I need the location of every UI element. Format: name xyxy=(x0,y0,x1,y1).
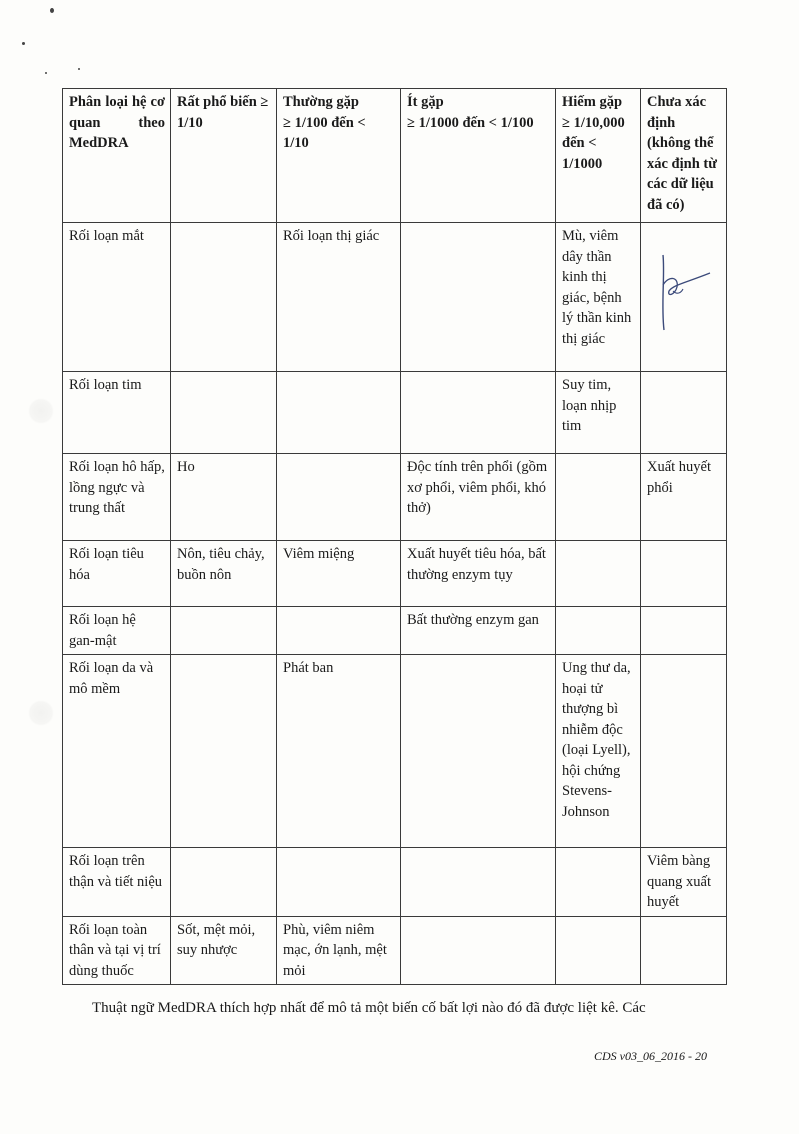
cell-uncommon xyxy=(401,372,556,454)
cell-unknown: Viêm bàng quang xuất huyết xyxy=(641,848,727,917)
cell-uncommon xyxy=(401,848,556,917)
header-unknown: Chưa xác định (không thể xác định từ các dữ liệu đã có) xyxy=(641,89,727,223)
cell-very-common xyxy=(171,848,277,917)
cell-uncommon xyxy=(401,916,556,985)
cell-uncommon: Độc tính trên phổi (gồm xơ phổi, viêm phổi, khó thở) xyxy=(401,454,556,541)
table-row xyxy=(63,372,727,454)
cell-uncommon: Xuất huyết tiêu hóa, bất thường enzym tụy xyxy=(401,541,556,607)
header-common: Thường gặp ≥ 1/100 đến < 1/10 xyxy=(277,89,401,223)
cell-rare xyxy=(556,541,641,607)
scan-speck xyxy=(45,72,47,74)
cell-rare: Ung thư da, hoại tử thượng bì nhiễm độc (loại Lyell), hội chứng Stevens-Johnson xyxy=(556,655,641,848)
table-row xyxy=(63,655,727,848)
signature-mark xyxy=(655,245,715,335)
table-row xyxy=(63,541,727,607)
cell-unknown: Xuất huyết phổi xyxy=(641,454,727,541)
cell-soc: Rối loạn tiêu hóa xyxy=(63,541,171,607)
cell-unknown xyxy=(641,607,727,655)
cell-common xyxy=(277,848,401,917)
cell-rare: Suy tim, loạn nhịp tim xyxy=(556,372,641,454)
cell-uncommon xyxy=(401,223,556,372)
table-header-row xyxy=(63,89,727,223)
cell-soc: Rối loạn da và mô mềm xyxy=(63,655,171,848)
cell-soc: Rối loạn mắt xyxy=(63,223,171,372)
cell-soc: Rối loạn toàn thân và tại vị trí dùng thuốc xyxy=(63,916,171,985)
scan-speck xyxy=(78,68,80,70)
cell-soc: Rối loạn tim xyxy=(63,372,171,454)
cell-common: Viêm miệng xyxy=(277,541,401,607)
cell-very-common xyxy=(171,372,277,454)
cell-common: Rối loạn thị giác xyxy=(277,223,401,372)
cell-unknown xyxy=(641,541,727,607)
cell-uncommon xyxy=(401,655,556,848)
header-soc: Phân loại hệ cơ quan theo MedDRA xyxy=(63,89,171,223)
cell-rare xyxy=(556,848,641,917)
cell-rare: Mù, viêm dây thần kinh thị giác, bệnh lý thần kinh thị giác xyxy=(556,223,641,372)
cell-very-common xyxy=(171,655,277,848)
cell-soc: Rối loạn trên thận và tiết niệu xyxy=(63,848,171,917)
table-row xyxy=(63,916,727,985)
cell-unknown xyxy=(641,655,727,848)
punch-hole-mark xyxy=(28,398,54,424)
cell-rare xyxy=(556,607,641,655)
header-rare: Hiếm gặp ≥ 1/10,000 đến < 1/1000 xyxy=(556,89,641,223)
cell-common xyxy=(277,454,401,541)
cell-very-common xyxy=(171,223,277,372)
cell-soc: Rối loạn hệ gan-mật xyxy=(63,607,171,655)
cell-very-common xyxy=(171,607,277,655)
cell-common: Phát ban xyxy=(277,655,401,848)
adverse-reactions-table xyxy=(62,88,727,985)
punch-hole-mark xyxy=(28,700,54,726)
cell-uncommon: Bất thường enzym gan xyxy=(401,607,556,655)
table-row xyxy=(63,607,727,655)
scan-speck xyxy=(22,42,25,45)
cell-common xyxy=(277,372,401,454)
page-code: CDS v03_06_2016 - 20 xyxy=(594,1049,707,1063)
body-text: Thuật ngữ MedDRA thích hợp nhất để mô tả một biến cố bất lợi nào đó đã được liệt kê. Các xyxy=(92,1000,646,1016)
table-row xyxy=(63,454,727,541)
cell-rare xyxy=(556,916,641,985)
cell-unknown xyxy=(641,372,727,454)
cell-very-common: Sốt, mệt mỏi, suy nhược xyxy=(171,916,277,985)
header-uncommon: Ít gặp ≥ 1/1000 đến < 1/100 xyxy=(401,89,556,223)
table-row xyxy=(63,848,727,917)
scan-speck xyxy=(50,8,54,13)
cell-rare xyxy=(556,454,641,541)
cell-common xyxy=(277,607,401,655)
header-very-common: Rất phổ biến ≥ 1/10 xyxy=(171,89,277,223)
cell-very-common: Ho xyxy=(171,454,277,541)
cell-unknown xyxy=(641,916,727,985)
cell-soc: Rối loạn hô hấp, lồng ngực và trung thất xyxy=(63,454,171,541)
table-row xyxy=(63,223,727,372)
cell-very-common: Nôn, tiêu chảy, buồn nôn xyxy=(171,541,277,607)
cell-common: Phù, viêm niêm mạc, ớn lạnh, mệt mỏi xyxy=(277,916,401,985)
